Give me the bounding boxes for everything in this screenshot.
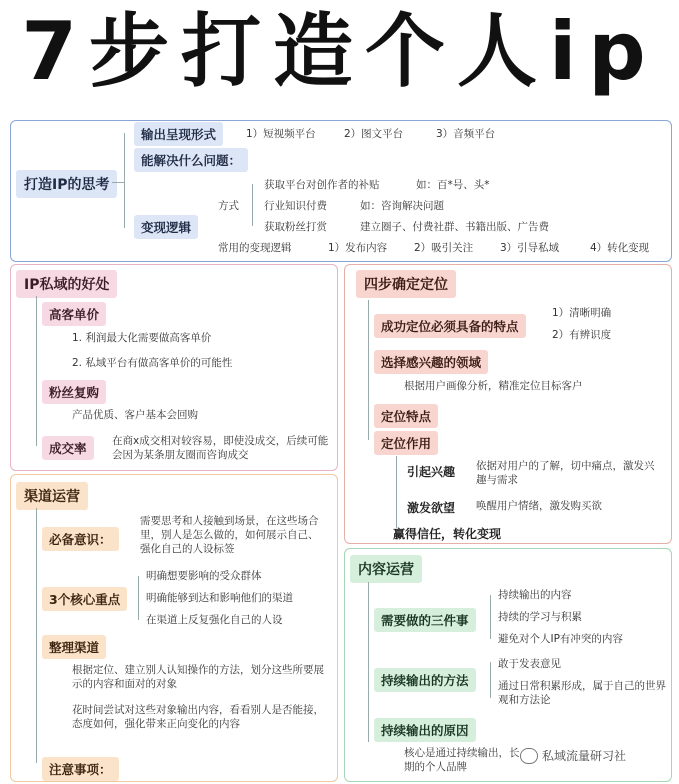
organize-label: 整理渠道 [42, 635, 106, 659]
awareness-text: 需要思考和人接触到场景，在这些场合里，别人是怎么做的，如何展示自己、强化自己的人设标签 [140, 515, 319, 555]
awareness-label: 必备意识： [42, 527, 119, 551]
core-point-item: 明确想要影响的受众群体 [146, 570, 262, 582]
core-point-item: 明确能够到达和影响他们的渠道 [146, 592, 293, 604]
reason-text: 核心是通过持续输出，长期的个人品牌 [404, 747, 520, 773]
role-item-label: 引起兴趣 [407, 465, 456, 479]
repurchase-text: 产品优质、客户基本会回购 [72, 409, 198, 421]
connector [368, 300, 369, 440]
monetization-step: 2）吸引关注 [414, 242, 474, 254]
success-trait-item: 2）有辨识度 [552, 329, 612, 341]
method-label: 持续输出的方法 [374, 668, 476, 692]
output-form-item: 1）短视频平台 [246, 128, 316, 140]
connector [368, 582, 369, 742]
output-form-label: 输出呈现形式 [134, 122, 223, 146]
three-things-item: 持续的学习与积累 [498, 611, 582, 623]
method-item: 行业知识付费 [264, 200, 327, 212]
common-monetization-label: 常用的变现逻辑 [218, 242, 292, 254]
method-item: 获取粉丝打赏 [264, 221, 327, 233]
method-item: 敢于发表意见 [498, 658, 561, 670]
output-form-item: 3）音频平台 [436, 128, 496, 140]
connector [490, 595, 491, 639]
interest-field-label: 选择感兴趣的领域 [374, 350, 488, 374]
positioning-header: 四步确定定位 [356, 270, 456, 298]
monetization-label: 变现逻辑 [134, 215, 198, 239]
role-item-text: 唤醒用户情绪，激发购买欲 [476, 500, 602, 512]
role-label: 定位作用 [374, 431, 438, 455]
method-item: 获取平台对创作者的补贴 [264, 179, 380, 191]
notes-label: 注意事项： [42, 757, 119, 781]
method-label: 方式 [218, 200, 239, 212]
reason-label: 持续输出的原因 [374, 718, 476, 742]
method-example: 建立圈子、付费社群、书籍出版、广告费 [360, 221, 549, 233]
method-example: 如：百*号、头* [416, 179, 490, 191]
connector [36, 296, 37, 446]
watermark [520, 747, 626, 764]
role-item-text: 依据对用户的了解，切中痛点，激发兴趣与需求 [476, 460, 655, 486]
role-item-label: 赢得信任，转化变现 [393, 527, 502, 541]
success-traits-label: 成功定位必须具备的特点 [374, 314, 526, 338]
high-price-item: 1. 利润最大化需要做高客单价 [72, 332, 212, 344]
high-price-label: 高客单价 [42, 302, 106, 326]
features-label: 定位特点 [374, 404, 438, 428]
conversion-text: 在商x成交相对较容易，即使没成交，后续可能会因为某条朋友圈而咨询成交 [112, 435, 329, 461]
monetization-step: 3）引导私域 [500, 242, 560, 254]
connector [124, 133, 125, 228]
page-title: 7步打造个人ip [21, 5, 658, 98]
output-form-item: 2）图文平台 [344, 128, 404, 140]
monetization-step: 4）转化变现 [590, 242, 650, 254]
problem-solving-label: 能解决什么问题： [134, 148, 248, 172]
connector [396, 456, 397, 528]
three-things-item: 避免对个人IP有冲突的内容 [498, 633, 623, 645]
connector [490, 662, 491, 698]
core-point-item: 在渠道上反复强化自己的人设 [146, 614, 283, 626]
high-price-item: 2. 私域平台有做高客单价的可能性 [72, 357, 233, 369]
ip-thinking-header: 打造IP的思考 [16, 170, 117, 198]
repurchase-label: 粉丝复购 [42, 380, 106, 404]
organize-text: 花时间尝试对这些对象输出内容，看看别人是否能接，态度如何，强化带来正向变化的内容 [72, 704, 324, 730]
wechat-icon [520, 748, 538, 764]
three-things-label: 需要做的三件事 [374, 608, 476, 632]
content-ops-header: 内容运营 [350, 555, 422, 583]
organize-text: 根据定位、建立别人认知操作的方法，划分这些所要展示的内容和面对的对象 [72, 664, 324, 690]
core-points-label: 3个核心重点 [42, 587, 127, 611]
method-example: 如：咨询解决问题 [360, 200, 444, 212]
role-item-label: 激发欲望 [407, 501, 456, 515]
connector [112, 182, 124, 183]
connector [36, 508, 37, 763]
conversion-label: 成交率 [42, 436, 94, 460]
watermark-text: 私域流量研习社 [542, 749, 627, 763]
connector [252, 184, 253, 226]
interest-field-text: 根据用户画像分析，精准定位目标客户 [404, 380, 583, 392]
three-things-item: 持续输出的内容 [498, 589, 572, 601]
success-trait-item: 1）清晰明确 [552, 307, 612, 319]
private-domain-header: IP私域的好处 [16, 270, 117, 298]
channel-ops-header: 渠道运营 [16, 482, 88, 510]
method-item: 通过日常积累形成，属于自己的世界观和方法论 [498, 680, 666, 706]
monetization-step: 1）发布内容 [328, 242, 388, 254]
connector [138, 576, 139, 620]
